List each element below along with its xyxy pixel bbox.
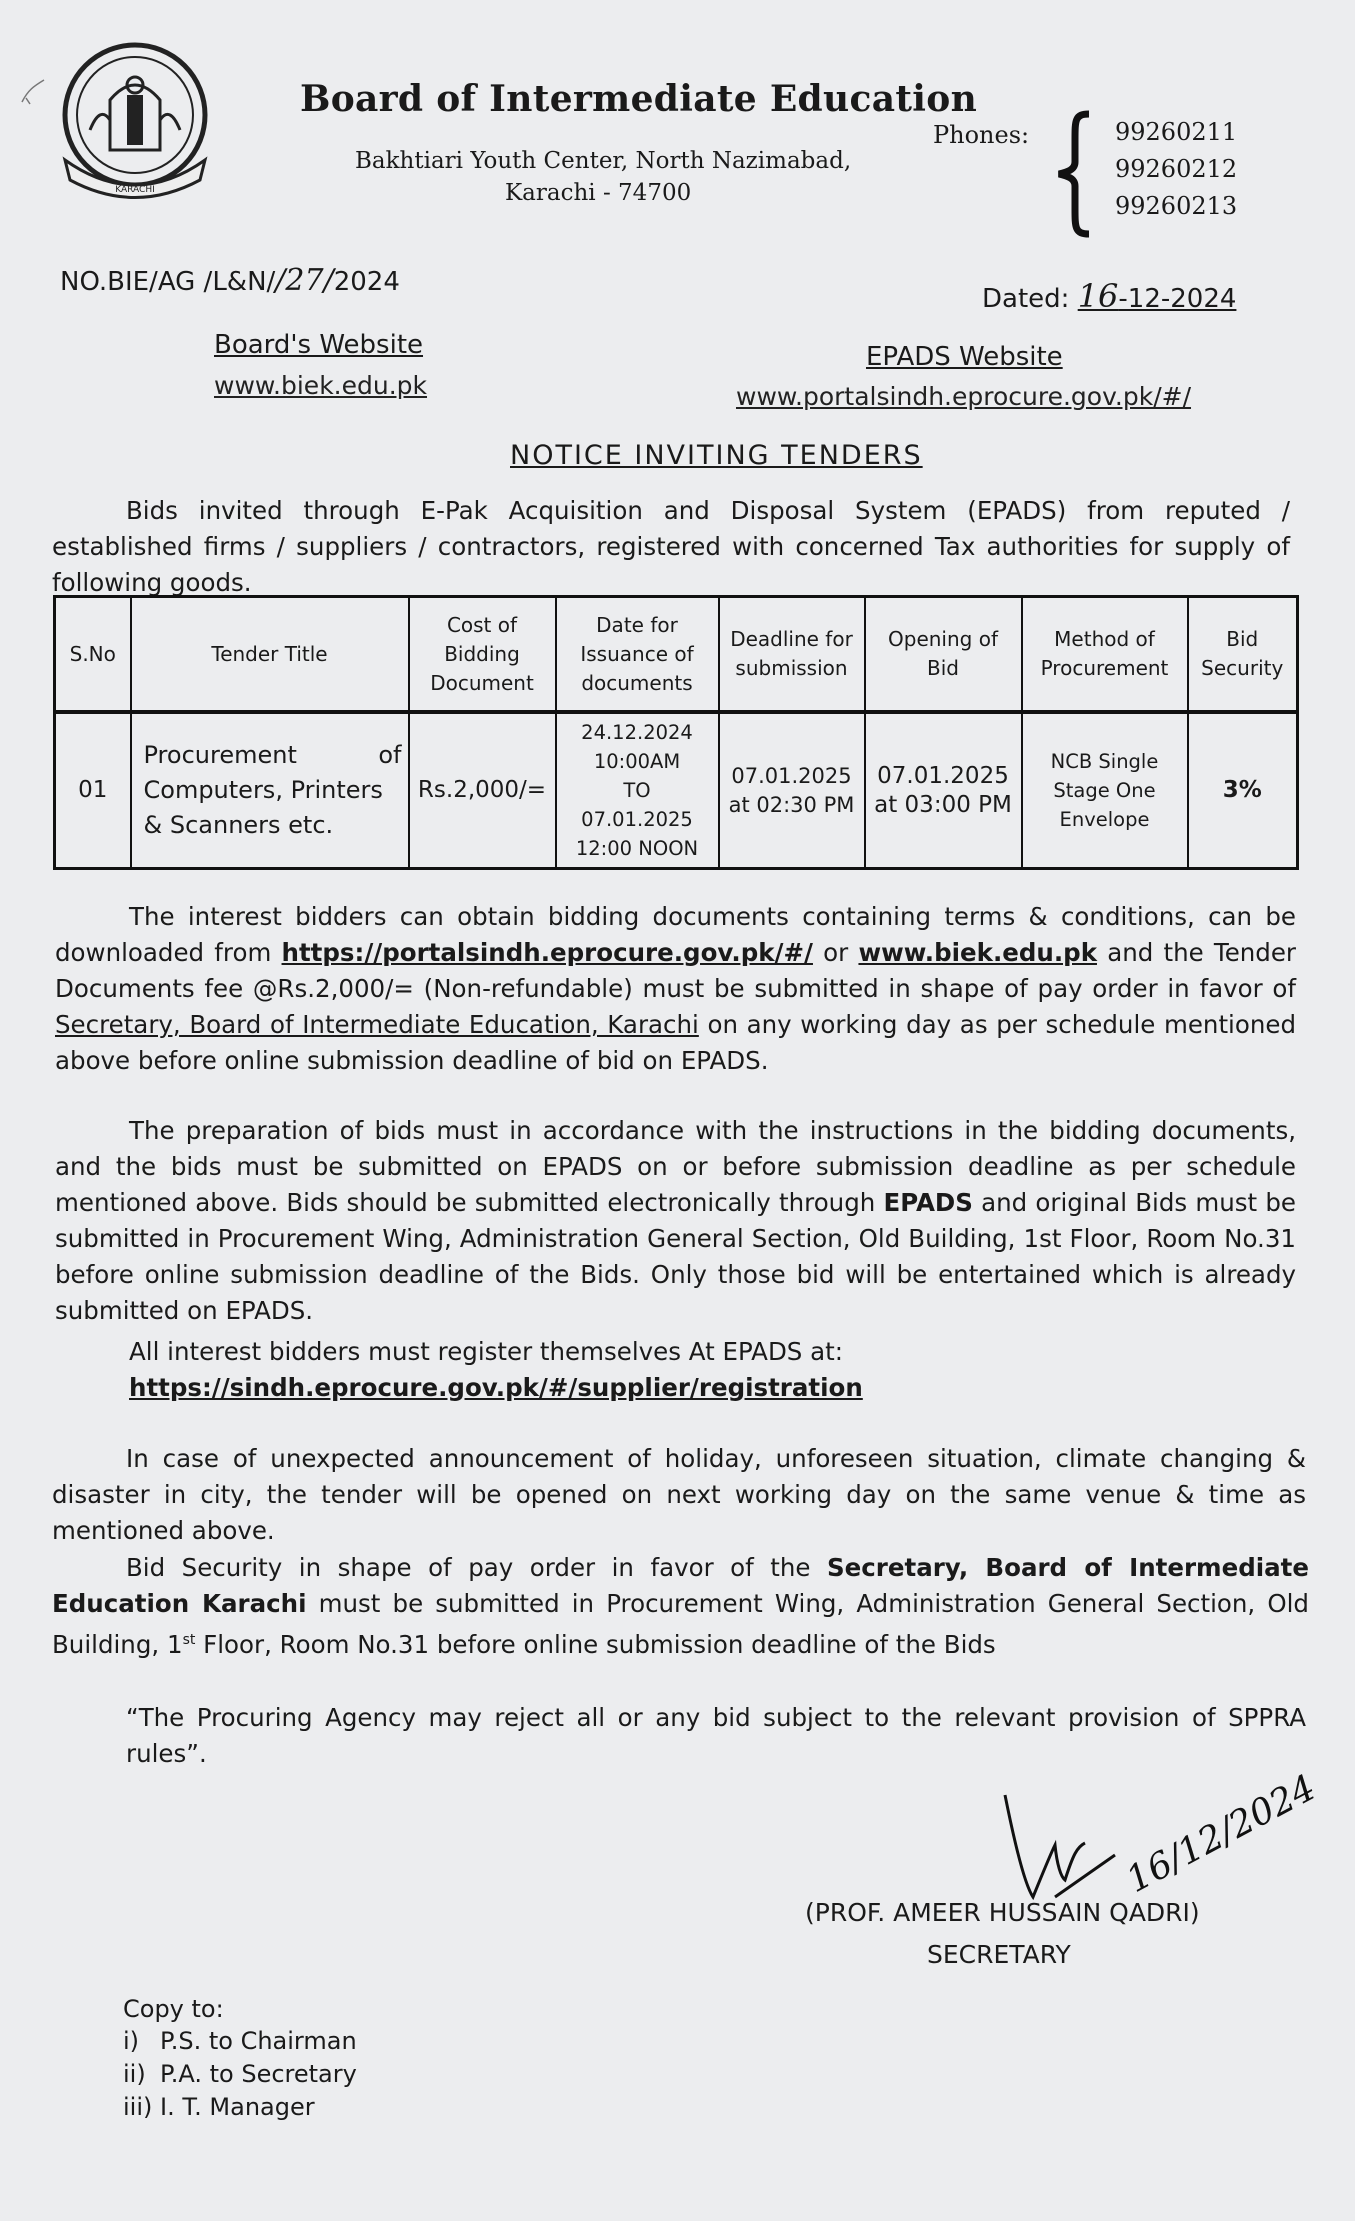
cell-cost: Rs.2,000/= — [409, 712, 556, 869]
phones-label: Phones: — [933, 121, 1030, 149]
cell-method — [1022, 712, 1188, 869]
copy-item-text: P.A. to Secretary — [160, 2060, 357, 2088]
reference-prefix: NO.BIE/AG /L&N/ — [60, 267, 276, 297]
para1-text-3: and the Tender Documents fee @Rs.2,000/= (Non-refundable) must be submitted in shape of pay order in favor of — [55, 938, 1297, 1003]
phone-number-3: 99260213 — [1115, 192, 1238, 220]
cell-security: 3% — [1188, 712, 1298, 869]
issuance-line-3: TO — [623, 779, 651, 802]
header-security: Bid Security — [1188, 597, 1298, 713]
title-line-2: Computers, Printers — [143, 776, 383, 804]
logo-text: KARACHI — [115, 185, 155, 195]
pen-mark-icon — [14, 72, 54, 112]
para5-text-2: must be submitted in Procurement Wing, Administration General Section, Old Building, 1 — [52, 1589, 1309, 1660]
para5-sup: st — [182, 1632, 196, 1648]
phone-number-2: 99260212 — [1115, 155, 1238, 183]
copy-item-text: P.S. to Chairman — [160, 2027, 357, 2055]
method-line-3: Envelope — [1059, 808, 1150, 831]
cell-issuance — [556, 712, 719, 869]
phone-number-1: 99260211 — [1115, 118, 1238, 146]
method-line-1: NCB Single — [1050, 750, 1159, 773]
cell-tender-title — [131, 712, 409, 869]
list-item — [123, 2027, 357, 2055]
sppra-note: “The Procuring Agency may reject all or any bid subject to the relevant provision of SPPRA rules”. — [126, 1703, 1306, 1768]
copy-item-number: ii) — [123, 2060, 146, 2088]
biek-link[interactable]: www.biek.edu.pk — [858, 938, 1097, 967]
reference-year: 2024 — [333, 267, 400, 297]
issuance-line-4: 07.01.2025 — [581, 808, 693, 831]
header-tender-title: Tender Title — [131, 597, 409, 713]
epads-website-link[interactable]: www.portalsindh.eprocure.gov.pk/#/ — [736, 382, 1192, 411]
opening-time: at 03:00 PM — [874, 791, 1012, 818]
dated-label: Dated: — [982, 284, 1070, 314]
board-website-link[interactable]: www.biek.edu.pk — [214, 371, 428, 400]
curly-brace-icon — [1055, 110, 1095, 238]
header-deadline: Deadline for submission — [719, 597, 865, 713]
issuance-line-1: 24.12.2024 — [581, 721, 693, 744]
epads-website-label: EPADS Website — [866, 342, 1063, 372]
board-website-label: Board's Website — [214, 330, 424, 360]
para1-text-2: or — [812, 938, 859, 967]
copy-item-number: i) — [123, 2027, 140, 2055]
table-header-row — [55, 597, 1298, 713]
dated-hand-day: 16 — [1077, 277, 1119, 315]
signatory-designation: SECRETARY — [927, 1940, 1071, 1969]
copy-item-text: I. T. Manager — [160, 2093, 315, 2121]
portal-link[interactable]: https://portalsindh.eprocure.gov.pk/#/ — [281, 938, 813, 967]
bid-security-paragraph — [52, 1550, 1309, 1663]
deadline-date: 07.01.2025 — [731, 763, 852, 788]
notice-title: NOTICE INVITING TENDERS — [510, 440, 923, 471]
copy-item-number: iii) — [123, 2093, 153, 2121]
method-line-2: Stage One — [1053, 779, 1156, 802]
issuance-line-2: 10:00AM — [593, 750, 681, 773]
copy-to-label: Copy to: — [123, 1995, 224, 2023]
registration-link[interactable]: https://sindh.eprocure.gov.pk/#/supplier/registration — [129, 1373, 863, 1402]
dated-rest: -12-2024 — [1118, 284, 1237, 314]
title-line-3: & Scanners etc. — [143, 811, 334, 839]
signature-hand-date: 16/12/2024 — [1119, 1767, 1323, 1901]
header-cost: Cost of Bidding Document — [409, 597, 556, 713]
para2-text-1: The preparation of bids must in accordance with the instructions in the bidding documents, and the bids must be submitted on EPADS on or before submission deadline as per schedule mentioned above. Bids should be submitted electronically through — [55, 1116, 1296, 1217]
title-word-1: Procurement — [143, 741, 297, 769]
tender-table — [53, 595, 1299, 870]
table-row — [55, 712, 1298, 869]
bidding-documents-paragraph — [55, 899, 1296, 1079]
board-logo-icon — [55, 40, 215, 210]
cell-sno: 01 — [55, 712, 131, 869]
signature-icon — [995, 1767, 1323, 1915]
opening-date: 07.01.2025 — [877, 762, 1009, 789]
cell-deadline — [719, 712, 865, 869]
header-method: Method of Procurement — [1022, 597, 1188, 713]
para2-text-2: and original Bids must be submitted in Procurement Wing, Administration General Section, Old Building, 1st Floor, Room No.31 before online submission deadline of the Bids. Only those bid will be entertained which is already submitted on EPADS. — [55, 1188, 1296, 1325]
payee-name: Secretary, Board of Intermediate Education, Karachi — [55, 1010, 699, 1039]
para3-text: All interest bidders must register themselves At EPADS at: — [129, 1337, 844, 1366]
para1-text-1: The interest bidders can obtain bidding documents containing terms & conditions, can be downloaded from — [55, 902, 1296, 967]
header-sno: S.No — [55, 597, 131, 713]
holiday-paragraph: In case of unexpected announcement of holiday, unforeseen situation, climate changing & disaster in city, the tender will be opened on next working day on the same venue & time as mentioned above. — [52, 1444, 1306, 1545]
bid-preparation-paragraph — [55, 1113, 1296, 1329]
secretary-bold: Secretary, Board of Intermediate Education Karachi — [52, 1553, 1309, 1618]
list-item — [123, 2093, 315, 2121]
para5-text-3: Floor, Room No.31 before online submission deadline of the Bids — [195, 1630, 996, 1660]
deadline-time: at 02:30 PM — [728, 792, 855, 817]
para5-text-1: Bid Security in shape of pay order in favor of the — [126, 1553, 827, 1582]
reference-hand-number: /27/ — [275, 263, 334, 298]
address-line-2: Karachi - 74700 — [505, 180, 692, 206]
list-item — [123, 2060, 357, 2088]
para1-text-4: on any working day as per schedule mentioned above before online submission deadline of bid on EPADS. — [55, 1010, 1296, 1075]
issuance-line-5: 12:00 NOON — [575, 837, 699, 860]
intro-paragraph: Bids invited through E-Pak Acquisition and Disposal System (EPADS) from reputed / established firms / suppliers / contractors, registered with concerned Tax authorities for supply of following goods. — [52, 496, 1290, 597]
epads-bold: EPADS — [883, 1188, 973, 1217]
signatory-name: (PROF. AMEER HUSSAIN QADRI) — [805, 1898, 1200, 1927]
cell-opening — [865, 712, 1022, 869]
header-issuance: Date for Issuance of documents — [556, 597, 719, 713]
registration-paragraph — [129, 1334, 1289, 1406]
address-line-1: Bakhtiari Youth Center, North Nazimabad, — [355, 148, 852, 174]
reference-number — [60, 263, 400, 298]
header-opening: Opening of Bid — [865, 597, 1022, 713]
organization-name: Board of Intermediate Education — [300, 78, 978, 120]
title-word-2: of — [378, 741, 402, 769]
dated — [982, 277, 1236, 315]
